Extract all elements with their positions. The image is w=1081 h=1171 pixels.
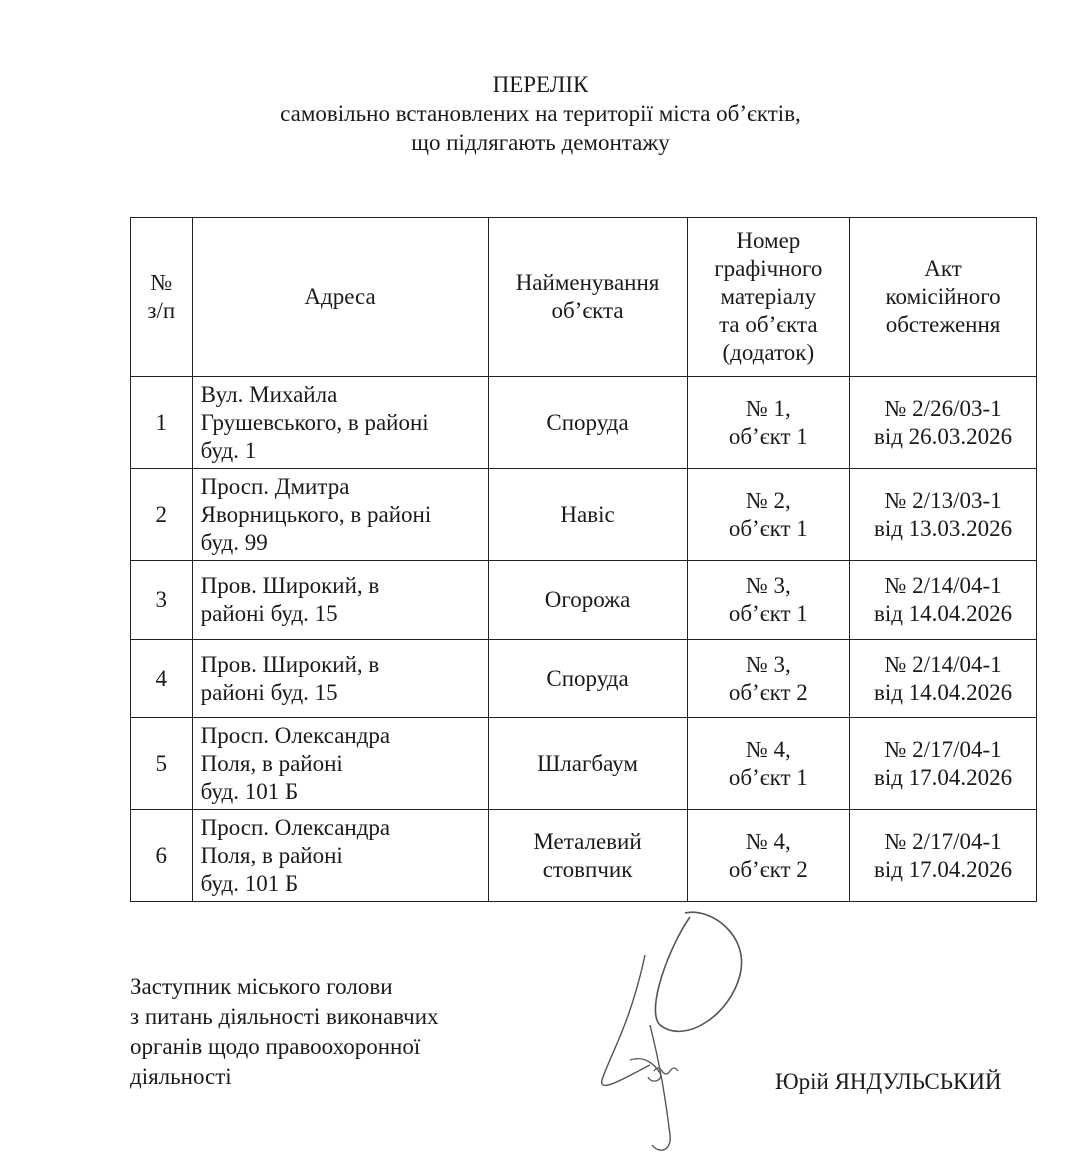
header-num — [131, 218, 193, 377]
address-line: Вул. Михайла — [200, 381, 338, 407]
header-name-line: Найменування — [515, 270, 660, 295]
cell-num: 1 — [131, 377, 193, 469]
graphic-line: об’єкт 1 — [728, 515, 808, 541]
objects-table — [130, 217, 1037, 902]
header-graphic-line: графічного — [714, 256, 823, 281]
header-act-line: комісійного — [885, 284, 1001, 309]
table-row — [131, 469, 1037, 561]
graphic-line: № 1, — [745, 395, 791, 421]
act-line: від 13.03.2026 — [873, 515, 1013, 541]
header-name-line: об’єкта — [551, 298, 624, 323]
graphic-line: об’єкт 1 — [728, 601, 808, 626]
header-graphic — [687, 218, 850, 377]
position-line: органів щодо правоохоронної — [130, 1034, 421, 1059]
cell-address — [192, 561, 488, 640]
object-name-line: Металевий — [533, 828, 642, 854]
cell-object-name — [488, 640, 687, 718]
address-line: Яворницького, в районі — [200, 501, 432, 527]
address-line: Грушевського, в районі — [200, 409, 429, 435]
header-num-line: № — [150, 270, 173, 295]
header-graphic-line: матеріалу — [720, 284, 817, 309]
cell-address — [192, 469, 488, 561]
cell-num: 2 — [131, 469, 193, 561]
cell-act — [850, 561, 1037, 640]
graphic-line: № 3, — [745, 573, 791, 598]
object-name-line: стовпчик — [542, 856, 633, 882]
cell-object-name — [488, 377, 687, 469]
cell-graphic — [687, 640, 850, 718]
table-row — [131, 810, 1037, 902]
cell-graphic — [687, 810, 850, 902]
object-name-line: Шлагбаум — [537, 750, 638, 776]
cell-num: 3 — [131, 561, 193, 640]
address-line: буд. 101 Б — [200, 778, 299, 804]
table-row — [131, 377, 1037, 469]
header-address — [192, 218, 488, 377]
cell-act — [850, 718, 1037, 810]
cell-act — [850, 810, 1037, 902]
handwritten-signature — [590, 905, 760, 1160]
cell-graphic — [687, 718, 850, 810]
document-title — [0, 70, 1081, 157]
cell-act — [850, 469, 1037, 561]
table-header-row — [131, 218, 1037, 377]
header-num-line: з/п — [147, 298, 176, 323]
object-name-line: Навіс — [560, 501, 615, 527]
position-line: діяльності — [130, 1064, 232, 1089]
cell-address — [192, 640, 488, 718]
act-line: від 14.04.2026 — [873, 679, 1013, 705]
cell-graphic — [687, 469, 850, 561]
cell-graphic — [687, 377, 850, 469]
header-graphic-line: (додаток) — [722, 340, 815, 365]
cell-object-name — [488, 469, 687, 561]
address-line: буд. 101 Б — [200, 870, 299, 896]
table-row — [131, 561, 1037, 640]
address-line: Просп. Олександра — [200, 722, 391, 748]
position-line: Заступник міського голови — [130, 974, 393, 999]
header-address-line: Адреса — [304, 284, 376, 309]
cell-num: 4 — [131, 640, 193, 718]
graphic-line: № 4, — [745, 736, 791, 762]
graphic-line: об’єкт 2 — [728, 679, 808, 705]
title-line-2: самовільно встановлених на території міста об’єктів, — [280, 101, 801, 126]
address-line: районі буд. 15 — [200, 679, 338, 705]
address-line: районі буд. 15 — [200, 601, 338, 626]
graphic-line: об’єкт 1 — [728, 764, 808, 790]
address-line: Пров. Широкий, в — [200, 651, 380, 677]
header-name — [488, 218, 687, 377]
header-graphic-line: Номер — [736, 228, 801, 253]
act-line: № 2/13/03-1 — [884, 487, 1002, 513]
act-line: № 2/14/04-1 — [884, 573, 1002, 598]
address-line: Просп. Олександра — [200, 814, 391, 840]
cell-object-name — [488, 810, 687, 902]
object-name-line: Споруда — [546, 665, 629, 691]
cell-object-name — [488, 561, 687, 640]
position-line: з питань діяльності виконавчих — [130, 1004, 439, 1029]
title-line-1: ПЕРЕЛІК — [492, 72, 589, 97]
act-line: № 2/26/03-1 — [884, 395, 1002, 421]
address-line: буд. 1 — [200, 437, 257, 463]
act-line: від 17.04.2026 — [873, 764, 1013, 790]
act-line: № 2/17/04-1 — [884, 828, 1002, 854]
cell-act — [850, 640, 1037, 718]
cell-act — [850, 377, 1037, 469]
table-row — [131, 640, 1037, 718]
cell-graphic — [687, 561, 850, 640]
title-line-3: що підлягають демонтажу — [411, 130, 670, 155]
table-row — [131, 718, 1037, 810]
signatory-position — [130, 972, 439, 1092]
address-line: Поля, в районі — [200, 842, 343, 868]
act-line: від 26.03.2026 — [873, 423, 1013, 449]
header-graphic-line: та об’єкта — [719, 312, 818, 337]
signer-name: Юрій ЯНДУЛЬСЬКИЙ — [775, 1069, 1002, 1094]
address-line: буд. 99 — [200, 529, 268, 555]
header-act — [850, 218, 1037, 377]
cell-address — [192, 810, 488, 902]
object-name-line: Споруда — [546, 409, 629, 435]
cell-object-name — [488, 718, 687, 810]
graphic-line: об’єкт 1 — [728, 423, 808, 449]
act-line: № 2/17/04-1 — [884, 736, 1002, 762]
object-name-line: Огорожа — [544, 587, 631, 612]
address-line: Поля, в районі — [200, 750, 343, 776]
graphic-line: № 4, — [745, 828, 791, 854]
graphic-line: об’єкт 2 — [728, 856, 808, 882]
header-act-line: Акт — [924, 256, 962, 281]
cell-num: 6 — [131, 810, 193, 902]
cell-num: 5 — [131, 718, 193, 810]
act-line: від 17.04.2026 — [873, 856, 1013, 882]
graphic-line: № 2, — [745, 487, 791, 513]
act-line: № 2/14/04-1 — [884, 651, 1002, 677]
graphic-line: № 3, — [745, 651, 791, 677]
address-line: Пров. Широкий, в — [200, 573, 380, 598]
act-line: від 14.04.2026 — [873, 601, 1013, 626]
cell-address — [192, 377, 488, 469]
address-line: Просп. Дмитра — [200, 473, 350, 499]
header-act-line: обстеження — [885, 312, 1001, 337]
cell-address — [192, 718, 488, 810]
